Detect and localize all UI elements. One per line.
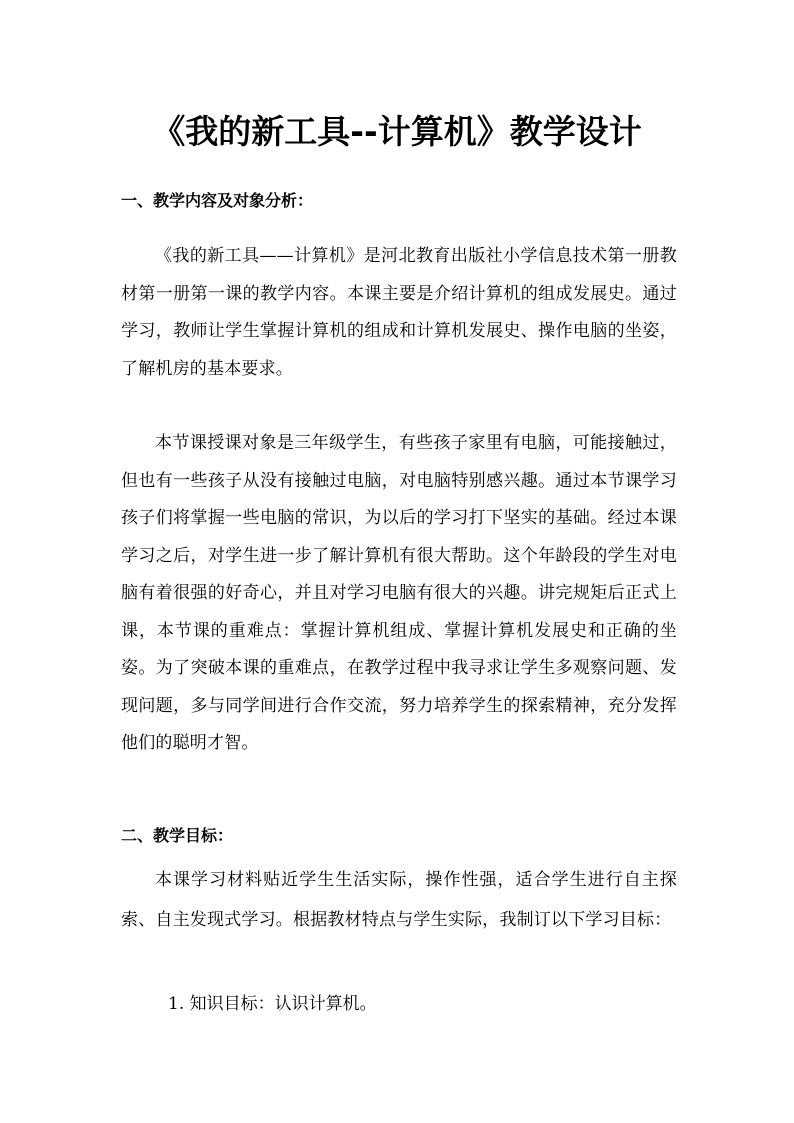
paragraph-lesson-overview: 《我的新工具——计算机》是河北教育出版社小学信息技术第一册教材第一册第一课的教学内容。本课主要是介绍计算机的组成发展史。通过学习，教师让学生掌握计算机的组成和计算机发展史、操作电脑的坐姿，了解机房的基本要求。 [121, 246, 677, 379]
paragraph-student-analysis: 本节课授课对象是三年级学生，有些孩子家里有电脑，可能接触过，但也有一些孩子从没有接触过电脑，对电脑特别感兴趣。通过本节课学习孩子们将掌握一些电脑的常识，为以后的学习打下坚实的基础。经过本课学习之后，对学生进一步了解计算机有很大帮助。这个年龄段的学生对电脑有着很强的好奇心，并且对学习电脑有很大的兴趣。讲完规矩后正式上课，本节课的重难点：掌握计算机组成、掌握计算机发展史和正确的坐姿。为了突破本课的重难点，在教学过程中我寻求让学生多观察问题、发现问题，多与同学间进行合作交流，努力培养学生的探索精神，充分发挥他们的聪明才智。 [121, 433, 677, 753]
section-heading-teaching-goals: 二、教学目标： [121, 826, 234, 845]
list-item-knowledge-goal: 1. 知识目标：认识计算机。 [168, 994, 377, 1014]
paragraph-goals-intro: 本课学习材料贴近学生生活实际，操作性强，适合学生进行自主探索、自主发现式学习。根据教材特点与学生实际，我制订以下学习目标： [121, 870, 677, 930]
document-title: 《我的新工具--计算机》教学设计 [152, 112, 642, 151]
section-heading-content-analysis: 一、教学内容及对象分析： [121, 191, 314, 210]
